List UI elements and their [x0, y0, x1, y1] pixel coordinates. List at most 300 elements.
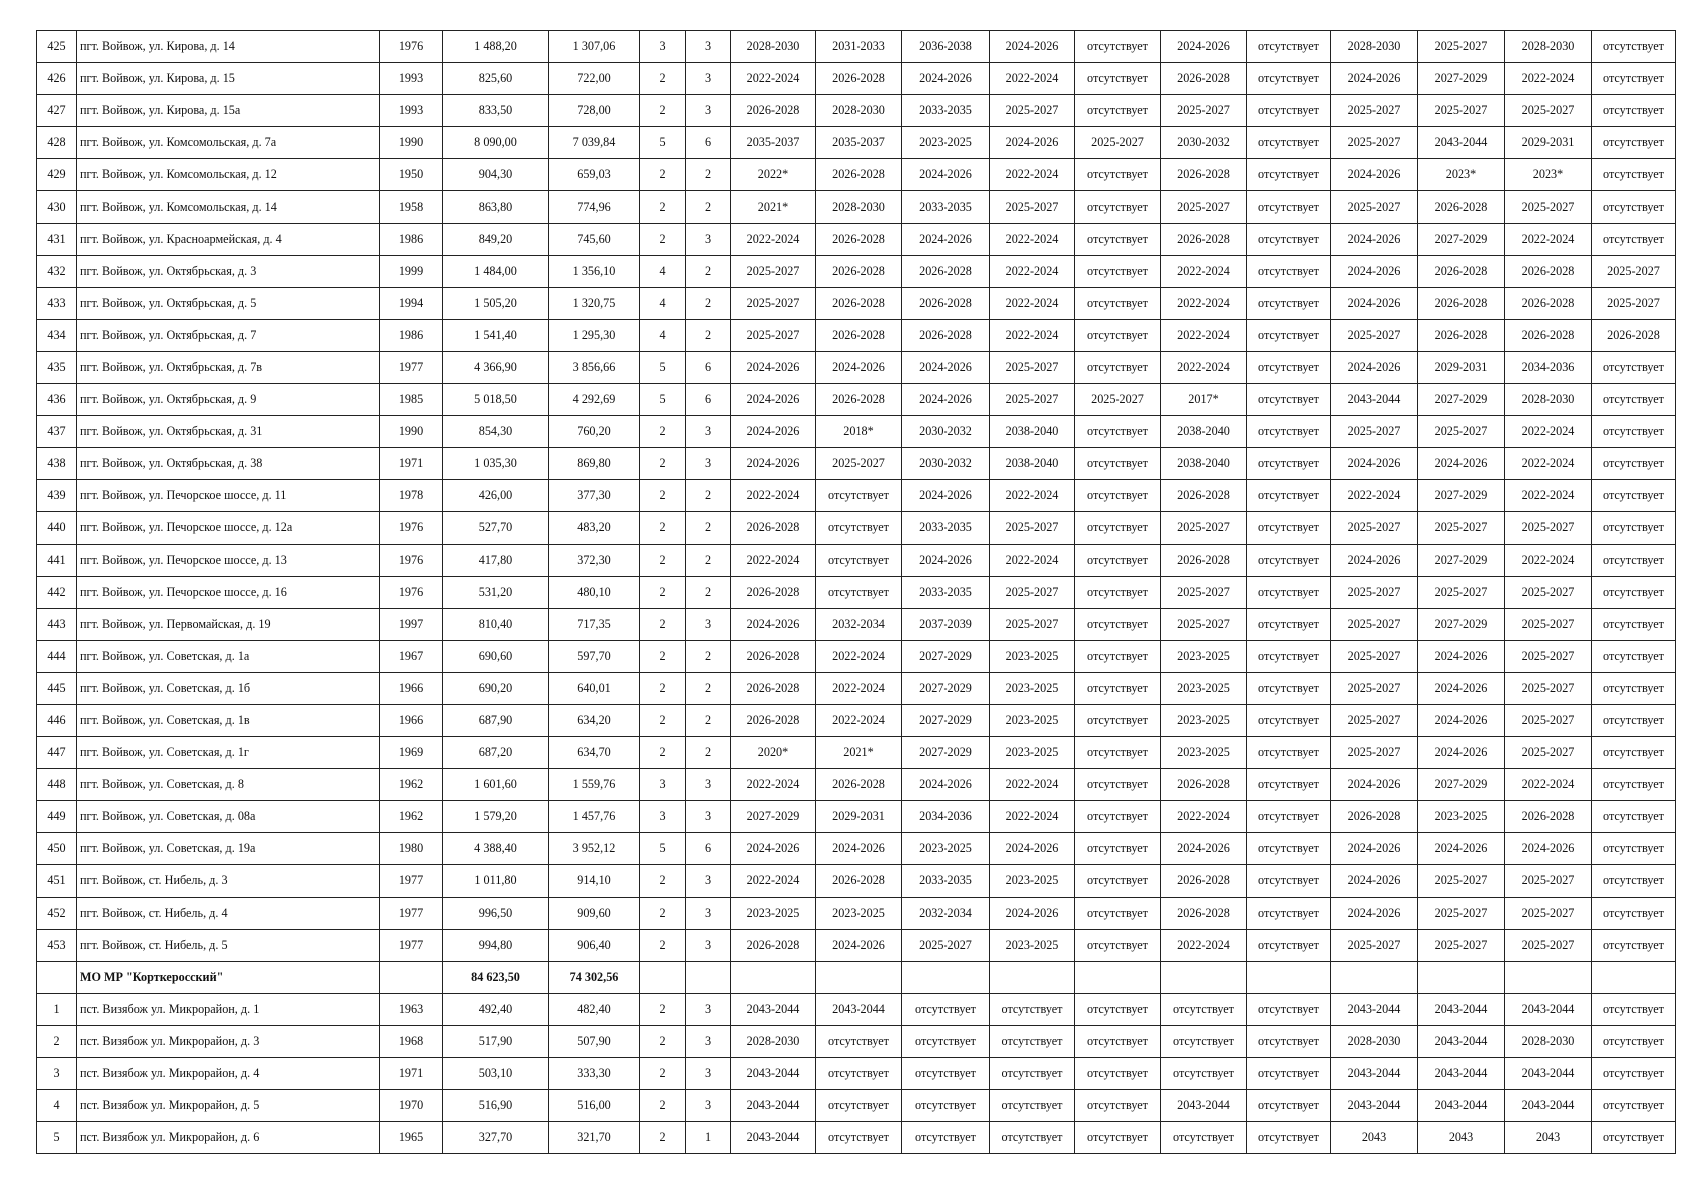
table-cell: отсутствует [1247, 929, 1331, 961]
table-cell: 2022-2024 [1505, 223, 1592, 255]
table-row [37, 223, 1676, 255]
table-cell: 2032-2034 [902, 897, 990, 929]
table-cell: 4 292,69 [549, 384, 640, 416]
table-cell: 2033-2035 [902, 512, 990, 544]
row-number-cell: 1 [37, 993, 77, 1025]
table-cell: 2022-2024 [816, 672, 902, 704]
table-cell: 2022-2024 [731, 865, 816, 897]
table-cell: 527,70 [443, 512, 549, 544]
table-cell: 2035-2037 [816, 127, 902, 159]
table-cell: отсутствует [1075, 1025, 1161, 1057]
address-cell: пгт. Войвож, ул. Октябрьская, д. 38 [77, 448, 380, 480]
table-cell: 492,40 [443, 993, 549, 1025]
table-cell: 2025-2027 [1161, 191, 1247, 223]
table-cell: 2024-2026 [816, 833, 902, 865]
table-cell: отсутствует [816, 1122, 902, 1154]
table-cell: 2022-2024 [731, 63, 816, 95]
table-cell: 2024-2026 [1418, 737, 1505, 769]
table-cell: 2028-2030 [1331, 31, 1418, 63]
table-cell: 2025-2027 [1331, 191, 1418, 223]
address-cell: пгт. Войвож, ул. Октябрьская, д. 5 [77, 287, 380, 319]
table-cell: отсутствует [1247, 287, 1331, 319]
table-cell: отсутствует [990, 1122, 1075, 1154]
table-cell: отсутствует [1592, 480, 1676, 512]
address-cell: пгт. Войвож, ул. Советская, д. 8 [77, 769, 380, 801]
table-cell: 1969 [380, 737, 443, 769]
table-cell: 2025-2027 [1331, 127, 1418, 159]
table-cell: 2024-2026 [1331, 448, 1418, 480]
table-cell: отсутствует [816, 1090, 902, 1122]
table-cell: 2 [686, 287, 731, 319]
table-cell: 2028-2030 [731, 1025, 816, 1057]
table-cell: 2024-2026 [990, 31, 1075, 63]
table-cell: 3 [686, 223, 731, 255]
table-cell: 1976 [380, 512, 443, 544]
table-cell [902, 961, 990, 993]
table-cell: 2026-2028 [816, 319, 902, 351]
table-cell: 6 [686, 351, 731, 383]
table-cell: отсутствует [1247, 576, 1331, 608]
table-cell: 1977 [380, 865, 443, 897]
table-cell: 2027-2029 [902, 672, 990, 704]
table-cell: отсутствует [1075, 95, 1161, 127]
table-cell: 745,60 [549, 223, 640, 255]
table-cell: 2024-2026 [1418, 833, 1505, 865]
table-cell: 2023-2025 [990, 640, 1075, 672]
table-row [37, 31, 1676, 63]
table-cell: 3 [686, 801, 731, 833]
table-cell: 2 [686, 672, 731, 704]
row-number-cell: 4 [37, 1090, 77, 1122]
address-cell: пст. Визябож ул. Микрорайон, д. 3 [77, 1025, 380, 1057]
table-cell: 2 [640, 159, 686, 191]
table-cell: 2 [640, 993, 686, 1025]
address-cell: пгт. Войвож, ул. Советская, д. 19а [77, 833, 380, 865]
table-cell: 3 [686, 63, 731, 95]
table-cell: 3 [686, 95, 731, 127]
table-cell: отсутствует [1592, 576, 1676, 608]
table-cell: 2026-2028 [1418, 287, 1505, 319]
table-cell: 2024-2026 [1331, 159, 1418, 191]
table-row [37, 865, 1676, 897]
table-cell: 2022-2024 [990, 223, 1075, 255]
table-cell: 2026-2028 [731, 929, 816, 961]
table-cell: 3 [686, 1025, 731, 1057]
table-cell: 2 [640, 608, 686, 640]
table-cell: 2025-2027 [1592, 287, 1676, 319]
table-cell: 1966 [380, 704, 443, 736]
table-cell: 2 [640, 191, 686, 223]
table-cell: 2021* [816, 737, 902, 769]
row-number-cell: 439 [37, 480, 77, 512]
table-cell: отсутствует [990, 1090, 1075, 1122]
row-number-cell: 451 [37, 865, 77, 897]
table-cell: 2029-2031 [816, 801, 902, 833]
row-number-cell: 432 [37, 255, 77, 287]
table-cell: отсутствует [1592, 544, 1676, 576]
table-cell: 2043-2044 [731, 1122, 816, 1154]
table-cell: 2043-2044 [1505, 1058, 1592, 1090]
table-cell: 1 011,80 [443, 865, 549, 897]
table-cell: отсутствует [1247, 127, 1331, 159]
table-row [37, 833, 1676, 865]
table-cell: 2023* [1418, 159, 1505, 191]
table-cell: 2022-2024 [990, 480, 1075, 512]
table-cell: 2 [640, 1090, 686, 1122]
table-cell: 2043-2044 [1331, 384, 1418, 416]
table-cell: 2026-2028 [816, 769, 902, 801]
table-cell: отсутствует [1592, 63, 1676, 95]
table-cell: 1978 [380, 480, 443, 512]
table-cell: 6 [686, 833, 731, 865]
table-row [37, 63, 1676, 95]
table-cell: 372,30 [549, 544, 640, 576]
table-cell: 2023-2025 [1161, 640, 1247, 672]
table-cell: отсутствует [1247, 480, 1331, 512]
address-cell: пгт. Войвож, ул. Кирова, д. 14 [77, 31, 380, 63]
table-cell: 2026-2028 [816, 865, 902, 897]
table-cell: 2025-2027 [1418, 865, 1505, 897]
table-cell: отсутствует [1592, 704, 1676, 736]
table-cell: отсутствует [1161, 993, 1247, 1025]
table-cell: 2025-2027 [1505, 576, 1592, 608]
table-cell: 3 [640, 31, 686, 63]
table-cell: 687,90 [443, 704, 549, 736]
table-cell: 2022-2024 [990, 769, 1075, 801]
table-cell: 2028-2030 [731, 31, 816, 63]
table-cell: 2022-2024 [990, 63, 1075, 95]
table-cell: 2025-2027 [1418, 95, 1505, 127]
table-cell: отсутствует [1592, 897, 1676, 929]
table-cell: 2022-2024 [1161, 801, 1247, 833]
table-cell: 597,70 [549, 640, 640, 672]
table-cell: отсутствует [990, 1058, 1075, 1090]
table-cell: 2027-2029 [1418, 769, 1505, 801]
table-cell: отсутствует [1247, 769, 1331, 801]
address-cell: пгт. Войвож, ул. Печорское шоссе, д. 11 [77, 480, 380, 512]
table-cell: 516,00 [549, 1090, 640, 1122]
table-cell: 2033-2035 [902, 865, 990, 897]
table-cell: 2025-2027 [1331, 640, 1418, 672]
table-cell: 2043-2044 [1331, 993, 1418, 1025]
table-cell: 2 [686, 576, 731, 608]
table-cell: 2026-2028 [816, 287, 902, 319]
table-cell: 2 [686, 319, 731, 351]
table-row [37, 255, 1676, 287]
table-cell: 2028-2030 [1331, 1025, 1418, 1057]
table-cell: отсутствует [902, 1122, 990, 1154]
table-cell: 2026-2028 [1161, 544, 1247, 576]
table-cell: 2026-2028 [731, 672, 816, 704]
table-cell: отсутствует [1075, 672, 1161, 704]
table-cell: 2025-2027 [1161, 95, 1247, 127]
table-cell: 2024-2026 [731, 833, 816, 865]
table-cell: 2023-2025 [990, 929, 1075, 961]
table-cell: 2026-2028 [1505, 801, 1592, 833]
table-cell: 2024-2026 [1331, 769, 1418, 801]
table-cell: отсутствует [1592, 865, 1676, 897]
table-cell: отсутствует [1247, 319, 1331, 351]
table-cell: 2025-2027 [1418, 576, 1505, 608]
table-row [37, 127, 1676, 159]
table-cell: отсутствует [1247, 255, 1331, 287]
table-row [37, 95, 1676, 127]
table-cell: 2028-2030 [1505, 384, 1592, 416]
table-cell: 2026-2028 [731, 704, 816, 736]
table-cell: 1999 [380, 255, 443, 287]
table-cell: 2038-2040 [990, 416, 1075, 448]
table-cell: 2043-2044 [1331, 1058, 1418, 1090]
table-cell: 2025-2027 [1505, 640, 1592, 672]
table-cell: 377,30 [549, 480, 640, 512]
row-number-cell: 5 [37, 1122, 77, 1154]
address-cell: пгт. Войвож, ул. Октябрьская, д. 7в [77, 351, 380, 383]
table-cell: 2026-2028 [816, 159, 902, 191]
table-cell: 717,35 [549, 608, 640, 640]
table-cell: 1 457,76 [549, 801, 640, 833]
table-cell: 3 952,12 [549, 833, 640, 865]
table-cell: 2023* [1505, 159, 1592, 191]
table-cell: отсутствует [1075, 159, 1161, 191]
table-cell: 996,50 [443, 897, 549, 929]
table-cell: 2022-2024 [1161, 351, 1247, 383]
address-cell: пгт. Войвож, ул. Комсомольская, д. 14 [77, 191, 380, 223]
table-cell: 2026-2028 [731, 95, 816, 127]
table-cell: отсутствует [1592, 640, 1676, 672]
row-number-cell: 453 [37, 929, 77, 961]
table-cell: 4 366,90 [443, 351, 549, 383]
table-cell: отсутствует [1075, 287, 1161, 319]
row-number-cell: 445 [37, 672, 77, 704]
table-cell: 2 [640, 576, 686, 608]
table-cell: 2022-2024 [1505, 544, 1592, 576]
table-cell: 2028-2030 [816, 191, 902, 223]
table-cell: 4 [640, 255, 686, 287]
table-cell: отсутствует [1075, 704, 1161, 736]
table-cell: 1990 [380, 127, 443, 159]
table-cell: 2022-2024 [816, 704, 902, 736]
table-cell: 1990 [380, 416, 443, 448]
table-cell: 2025-2027 [1505, 704, 1592, 736]
table-cell: 2043 [1505, 1122, 1592, 1154]
table-cell: 2026-2028 [1331, 801, 1418, 833]
table-row [37, 704, 1676, 736]
table-cell: отсутствует [816, 1025, 902, 1057]
table-cell: 3 [686, 608, 731, 640]
table-cell: 2024-2026 [902, 159, 990, 191]
table-cell: отсутствует [1592, 833, 1676, 865]
table-cell: 2024-2026 [902, 769, 990, 801]
housing-repair-schedule-table [36, 30, 1676, 1154]
table-cell: отсутствует [1247, 1090, 1331, 1122]
table-cell: 2033-2035 [902, 191, 990, 223]
table-cell: 5 [640, 833, 686, 865]
table-cell: 1971 [380, 448, 443, 480]
table-cell: 2026-2028 [1161, 159, 1247, 191]
table-cell: 2025-2027 [990, 351, 1075, 383]
address-cell: пгт. Войвож, ул. Советская, д. 1а [77, 640, 380, 672]
row-number-cell [37, 961, 77, 993]
table-cell: 2027-2029 [902, 640, 990, 672]
table-cell: 2024-2026 [1418, 704, 1505, 736]
table-cell: отсутствует [1247, 833, 1331, 865]
table-cell: отсутствует [1161, 1058, 1247, 1090]
row-number-cell: 444 [37, 640, 77, 672]
table-cell: 2027-2029 [1418, 223, 1505, 255]
address-cell: пгт. Войвож, ул. Комсомольская, д. 12 [77, 159, 380, 191]
table-cell: отсутствует [902, 993, 990, 1025]
table-cell: 2043 [1331, 1122, 1418, 1154]
address-cell: пгт. Войвож, ул. Кирова, д. 15 [77, 63, 380, 95]
table-cell: 3 [686, 1090, 731, 1122]
address-cell: пгт. Войвож, ул. Октябрьская, д. 9 [77, 384, 380, 416]
table-cell: 2043-2044 [816, 993, 902, 1025]
table-cell: 2022-2024 [1161, 255, 1247, 287]
table-cell: 3 [686, 929, 731, 961]
table-cell: 1 559,76 [549, 769, 640, 801]
table-cell: 810,40 [443, 608, 549, 640]
table-cell: 2024-2026 [1161, 833, 1247, 865]
table-cell: отсутствует [1592, 1122, 1676, 1154]
table-cell: 2034-2036 [1505, 351, 1592, 383]
table-cell: 2037-2039 [902, 608, 990, 640]
row-number-cell: 436 [37, 384, 77, 416]
table-cell: 863,80 [443, 191, 549, 223]
table-cell: 2024-2026 [1331, 223, 1418, 255]
table-cell: 3 [686, 448, 731, 480]
table-cell: 2022-2024 [816, 640, 902, 672]
address-cell: пгт. Войвож, ул. Красноармейская, д. 4 [77, 223, 380, 255]
table-cell: 1968 [380, 1025, 443, 1057]
row-number-cell: 438 [37, 448, 77, 480]
address-cell: пгт. Войвож, ул. Печорское шоссе, д. 12а [77, 512, 380, 544]
table-cell: 2026-2028 [816, 63, 902, 95]
address-cell: пгт. Войвож, ст. Нибель, д. 3 [77, 865, 380, 897]
table-cell: отсутствует [1075, 544, 1161, 576]
table-cell: 1966 [380, 672, 443, 704]
table-cell: 825,60 [443, 63, 549, 95]
table-cell: 2025-2027 [902, 929, 990, 961]
table-cell: 722,00 [549, 63, 640, 95]
table-cell: отсутствует [1247, 351, 1331, 383]
table-cell: отсутствует [1592, 608, 1676, 640]
row-number-cell: 437 [37, 416, 77, 448]
table-cell: отсутствует [902, 1058, 990, 1090]
table-cell: 2017* [1161, 384, 1247, 416]
address-cell: пгт. Войвож, ул. Советская, д. 1в [77, 704, 380, 736]
table-cell: 2024-2026 [731, 608, 816, 640]
table-cell: 2023-2025 [731, 897, 816, 929]
table-cell: отсутствует [1592, 1090, 1676, 1122]
table-cell: отсутствует [1592, 512, 1676, 544]
table-cell: 333,30 [549, 1058, 640, 1090]
table-cell: 2025-2027 [1505, 865, 1592, 897]
table-cell: 2043-2044 [1505, 993, 1592, 1025]
table-cell: 2023-2025 [1161, 704, 1247, 736]
table-row [37, 480, 1676, 512]
table-cell [686, 961, 731, 993]
table-cell: 1950 [380, 159, 443, 191]
table-cell: отсутствует [1592, 769, 1676, 801]
table-row [37, 640, 1676, 672]
table-cell: 4 388,40 [443, 833, 549, 865]
table-cell: 2025-2027 [1331, 672, 1418, 704]
table-cell: отсутствует [1247, 31, 1331, 63]
table-cell: отсутствует [1075, 865, 1161, 897]
table-cell [380, 961, 443, 993]
table-cell: 2033-2035 [902, 95, 990, 127]
table-cell: 2026-2028 [1505, 255, 1592, 287]
table-cell: отсутствует [1247, 897, 1331, 929]
table-row [37, 1058, 1676, 1090]
table-cell: 634,70 [549, 737, 640, 769]
table-cell: 2026-2028 [816, 384, 902, 416]
table-cell: 659,03 [549, 159, 640, 191]
table-cell: 2027-2029 [731, 801, 816, 833]
table-row [37, 512, 1676, 544]
table-cell: 2024-2026 [902, 544, 990, 576]
table-cell: 2043-2044 [1331, 1090, 1418, 1122]
table-cell: отсутствует [1161, 1122, 1247, 1154]
table-cell: 2025-2027 [1505, 512, 1592, 544]
table-cell: 2025-2027 [990, 608, 1075, 640]
address-cell: пгт. Войвож, ст. Нибель, д. 5 [77, 929, 380, 961]
table-cell: 2027-2029 [1418, 544, 1505, 576]
table-cell: отсутствует [1592, 127, 1676, 159]
table-cell: 2025-2027 [1505, 95, 1592, 127]
table-cell: 2 [686, 640, 731, 672]
table-cell: 321,70 [549, 1122, 640, 1154]
address-cell: пгт. Войвож, ул. Печорское шоссе, д. 13 [77, 544, 380, 576]
table-cell: 2024-2026 [1505, 833, 1592, 865]
table-cell: 2043-2044 [1418, 993, 1505, 1025]
table-cell: 1976 [380, 31, 443, 63]
table-cell: отсутствует [1075, 1122, 1161, 1154]
table-cell: отсутствует [1592, 993, 1676, 1025]
table-cell: 327,70 [443, 1122, 549, 1154]
table-cell: 84 623,50 [443, 961, 549, 993]
table-cell: 2022-2024 [990, 801, 1075, 833]
table-cell: 2024-2026 [731, 384, 816, 416]
table-cell: 516,90 [443, 1090, 549, 1122]
table-cell: 2027-2029 [1418, 480, 1505, 512]
table-cell: 1 [686, 1122, 731, 1154]
table-cell: 849,20 [443, 223, 549, 255]
table-cell: 2025-2027 [990, 512, 1075, 544]
table-cell: 1 307,06 [549, 31, 640, 63]
table-cell: 3 [686, 31, 731, 63]
table-cell: 2026-2028 [1161, 897, 1247, 929]
table-cell: 2033-2035 [902, 576, 990, 608]
table-cell: 2022-2024 [990, 319, 1075, 351]
table-cell: отсутствует [1247, 993, 1331, 1025]
table-cell: 1 505,20 [443, 287, 549, 319]
table-cell: 2027-2029 [902, 704, 990, 736]
table-cell: отсутствует [1075, 480, 1161, 512]
table-cell [640, 961, 686, 993]
table-cell: 2043-2044 [1418, 1090, 1505, 1122]
table-row [37, 287, 1676, 319]
row-number-cell: 3 [37, 1058, 77, 1090]
table-cell: 2026-2028 [1418, 255, 1505, 287]
table-cell: отсутствует [1161, 1025, 1247, 1057]
table-cell: 2025-2027 [1075, 127, 1161, 159]
table-cell: 1 295,30 [549, 319, 640, 351]
table-cell: 2038-2040 [990, 448, 1075, 480]
table-cell: отсутствует [1247, 704, 1331, 736]
table-cell: отсутствует [1075, 416, 1161, 448]
table-cell: 3 [686, 993, 731, 1025]
